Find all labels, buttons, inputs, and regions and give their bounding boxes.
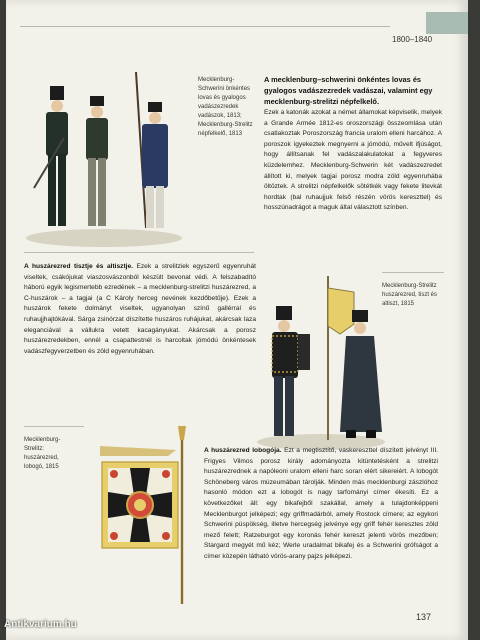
flag-section-body: Ezt a megtisztítő, vaskereszttel díszített jelvényt III. Frigyes Vilmos porosz király adományozta kitüntetésként a strelitzi huszárezrednek a napóleoni uralom elleni harc soran elért sikereiért. A lobogót Schöneberg város múzeumában tárolják. Minden más mecklenburgi zászlóhoz hasonló módon ezt a lobogót is nagy tarfományi címer ékesíti. Ez a következőket áll: egy bikafejből szakállal, amely a tulajdonképpeni Mecklenburgot jelképezi; egy griffmadárból, amely Rostock címere; az egykori Schwerini püspökség, illetve hercegség jelvénye egy griff fehér keresztes zöld mező felett; Ratzeburgot egy koronás fehér kereszt jelenti vörös mezőben; Stargard megyét mű kéz; Werle uradalmat bikafej és a Schwerini grófságot a címer közepén látható vörös-arany pajzs jelképezi. <box>204 447 438 560</box>
regimental-flag-illustration <box>98 426 194 606</box>
section-rule-2 <box>382 272 444 273</box>
hussar-section-body: Ezek a strelitziek egyszerű egyenruhát viseltek, csákójukat viaszosvászonból készült bevonat védi. A felszabadító háború egyik legismertebb ezredének – a mecklenburg-strelitzi huszárezred, a C-huszárok – a tagjai (a C Károly herceg nevének kezdőbetűje). Ezek a huszárok fekete dolmányt viseltek, ugyanolyan színű gallérral és ruhaujjhajtókával. Sárga zsinórzat díszítette huszáros ruhájukat, akárcsak laza eleganciával a vállukra vetett kacagányukat. Akárcsak a porosz huszárezredekben, ennél a csapattestnél is harcoltak jómódú önkéntesek vadászfegyverzetben és zöld egyenruhában. <box>24 263 256 355</box>
intro-title: A mecklenburg–schwerini önkéntes lovas és gyalogos vadászezredek vadászai, valamint egy mecklenburg-strelitzi népfelkelő. <box>264 75 433 106</box>
figure2-caption: Mecklenburg-Strelitz huszárezred, tiszt és altiszt, 1815 <box>382 283 438 307</box>
figure1-caption: Mecklenburg-Schwerini önkéntes lovas és gyalogos vadászezredek vadászok, 1813; Mecklenburg-Strelitz népfelkelő, 1813 <box>198 77 253 137</box>
period-label: 1800–1840 <box>392 35 433 44</box>
book-page <box>6 0 468 640</box>
hussar-section <box>24 262 256 357</box>
watermark: Antikvarium.hu <box>4 619 77 630</box>
hussar-section-title: A huszárezred tisztje és altisztje. <box>24 263 133 270</box>
intro-body: Ezek a katonák azokat a német államokat képviselik, melyek a Grande Armée 1812-es oroszországi összeomlása után csatlakoztak Poroszország francia uralom elleni harcához. A poroszok ígyekeztek megnyerni a jómódú, művelt ifjúságot, hogy állítsanak fel vadászalakulatokat a fegyveres küzdelemhez. Mecklenburg-Schwerin két vadászezredet állított ki, melyek tagjai porosz modra zöld egyenruhába öltöztek. A strelitzi népfelkelők sötétkék vagy fekete litevkát hordtak (bal ruhaujjuk felső részén vörös kereszttel) és hosszúnadrágot a maguk által választott színben. <box>264 109 442 212</box>
figure3-caption: Mecklenburg-Strelitz: huszárezred, lobogó, 1815 <box>24 437 61 470</box>
chapter-tab <box>426 12 468 34</box>
hussars-illustration-1815 <box>256 272 386 450</box>
flag-section-title: A huszárezred lobogója. <box>204 447 282 454</box>
header-rule <box>20 26 390 27</box>
section-rule-3 <box>24 426 84 427</box>
page-number: 137 <box>416 612 432 622</box>
soldiers-illustration-1813 <box>24 68 184 248</box>
section-rule-1 <box>24 252 254 253</box>
flag-section <box>204 446 438 563</box>
